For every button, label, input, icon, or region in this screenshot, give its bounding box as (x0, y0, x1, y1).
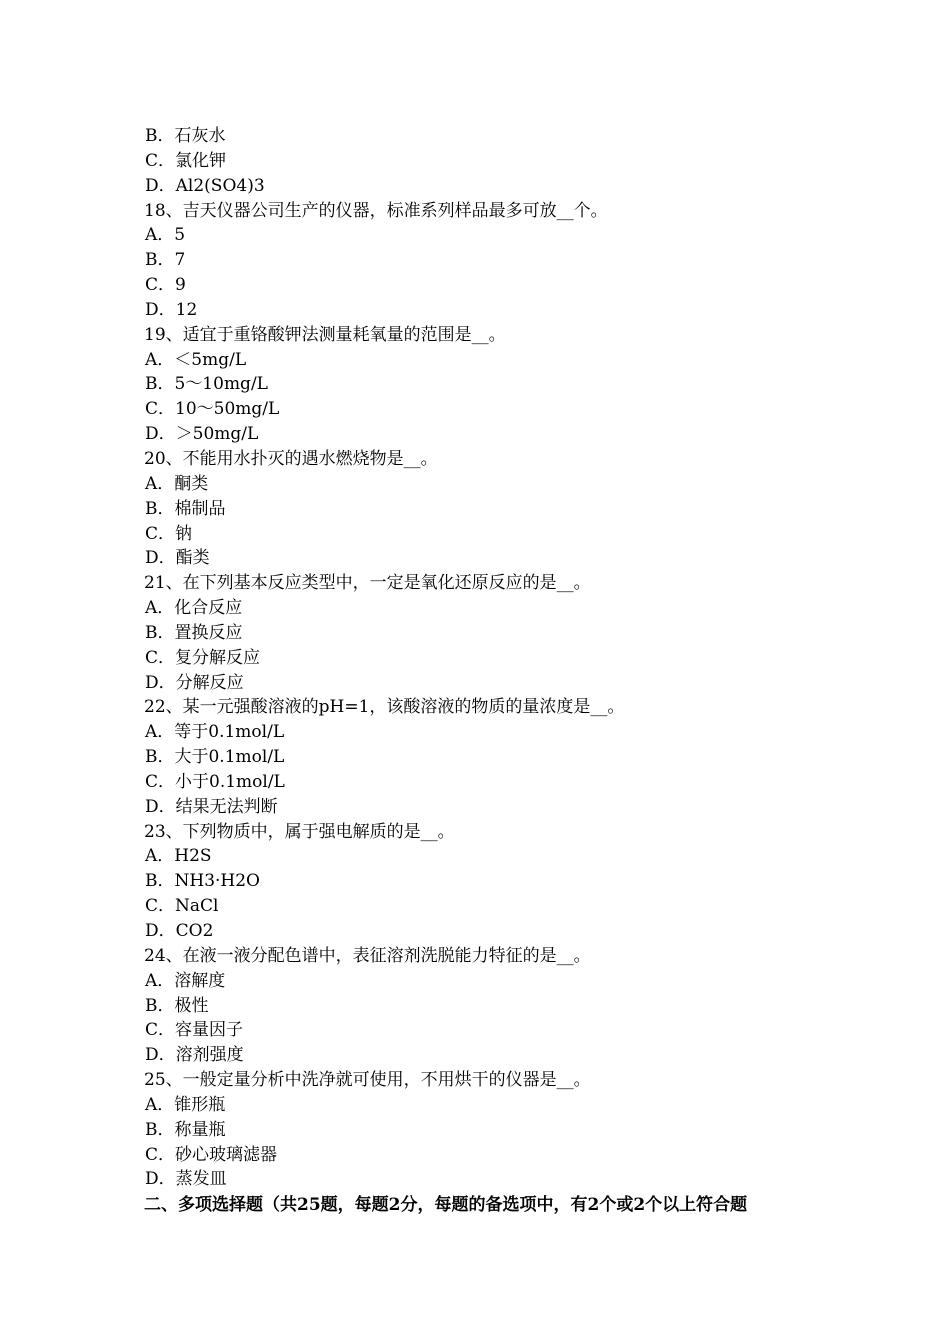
document-body (144, 124, 824, 1218)
option-22c: C．小于0.1mol/L (145, 771, 285, 792)
option-24a: A．溶解度 (145, 970, 226, 991)
question-19: 19、适宜于重铬酸钾法测量耗氧量的范围是__。 (144, 324, 506, 345)
question-20: 20、不能用水扑灭的遇水燃烧物是__。 (144, 448, 438, 469)
question-24: 24、在液一液分配色谱中，表征溶剂洗脱能力特征的是__。 (144, 945, 591, 966)
option-23b: B．NH3·H2O (145, 871, 260, 892)
option-17c: C．氯化钾 (145, 150, 227, 171)
question-18: 18、吉天仪器公司生产的仪器，标准系列样品最多可放__个。 (144, 200, 608, 221)
option-24d: D．溶剂强度 (145, 1045, 244, 1066)
question-25: 25、一般定量分析中洗净就可使用，不用烘干的仪器是__。 (144, 1070, 591, 1091)
option-21b: B．置换反应 (145, 622, 243, 643)
option-19d: D．＞50mg/L (145, 424, 259, 445)
option-19a: A．＜5mg/L (145, 349, 247, 370)
option-25c: C．砂心玻璃滤器 (145, 1144, 278, 1165)
option-20d: D．酯类 (145, 548, 210, 569)
option-21a: A．化合反应 (145, 598, 243, 619)
option-22a: A．等于0.1mol/L (145, 722, 285, 743)
option-25d: D．蒸发皿 (145, 1169, 227, 1190)
option-20a: A．酮类 (145, 473, 209, 494)
option-24b: B．极性 (145, 995, 209, 1016)
option-23a: A．H2S (145, 846, 212, 867)
option-25b: B．称量瓶 (145, 1119, 226, 1140)
option-22b: B．大于0.1mol/L (145, 747, 285, 768)
section-heading-multiple-choice: 二、多项选择题（共25题，每题2分，每题的备选项中，有2个或2个以上符合题 (144, 1195, 748, 1216)
question-23: 23、下列物质中，属于强电解质的是__。 (144, 821, 455, 842)
option-19c: C．10～50mg/L (145, 399, 280, 420)
option-23d: D．CO2 (145, 921, 214, 941)
option-21c: C．复分解反应 (145, 647, 261, 668)
option-24c: C．容量因子 (145, 1020, 244, 1041)
option-17d: D．Al2(SO4)3 (145, 175, 265, 196)
option-22d: D．结果无法判断 (145, 796, 278, 817)
option-23c: C．NaCl (145, 896, 219, 917)
option-25a: A．锥形瓶 (145, 1094, 226, 1115)
option-20b: B．棉制品 (145, 498, 226, 519)
question-22: 22、某一元强酸溶液的pH=1，该酸溶液的物质的量浓度是__。 (144, 697, 625, 718)
option-17b: B．石灰水 (145, 126, 226, 146)
option-18d: D．12 (145, 299, 198, 320)
option-18c: C．9 (145, 275, 186, 296)
option-20c: C．钠 (145, 523, 193, 544)
option-21d: D．分解反应 (145, 672, 244, 693)
option-18a: A．5 (145, 225, 186, 246)
option-19b: B．5～10mg/L (145, 374, 268, 395)
option-18b: B．7 (145, 250, 186, 271)
question-21: 21、在下列基本反应类型中，一定是氧化还原反应的是__。 (144, 573, 591, 594)
